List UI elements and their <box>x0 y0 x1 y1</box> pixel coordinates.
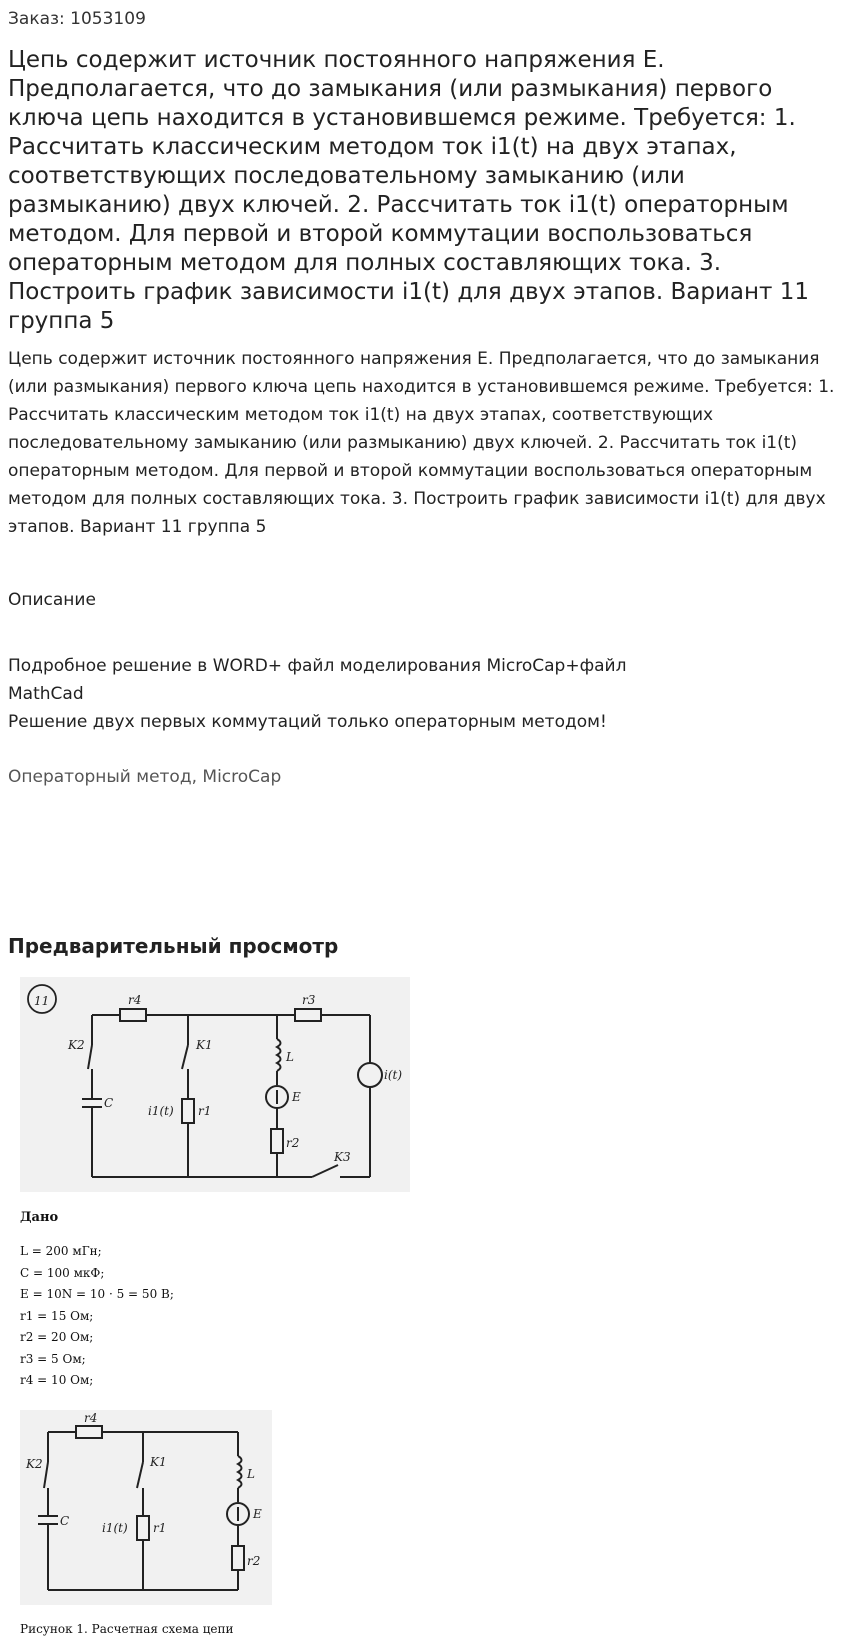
circuit1-r4-label: r4 <box>128 993 142 1007</box>
circuit1-i1-label: i1(t) <box>148 1104 174 1118</box>
given-row: r4 = 10 Ом; <box>20 1373 94 1387</box>
circuit2-l-label: L <box>247 1467 255 1481</box>
circuit1-l-label: L <box>286 1050 294 1064</box>
circuit2-k2-label: K2 <box>26 1457 43 1471</box>
circuit1-r1-label: r1 <box>198 1104 212 1118</box>
circuit2-k1-label: K1 <box>150 1455 167 1469</box>
circuit2-r1-label: r1 <box>153 1521 167 1535</box>
circuit2-i1-label: i1(t) <box>102 1521 128 1535</box>
circuit1-c-label: C <box>104 1096 114 1110</box>
given-header: Дано <box>20 1210 59 1225</box>
circuit1-r2-label: r2 <box>286 1136 300 1150</box>
preview-title: Предварительный просмотр <box>8 934 339 958</box>
circuit1-k3-label: K3 <box>334 1150 351 1164</box>
description-body <box>8 652 626 736</box>
given-row: r3 = 5 Ом; <box>20 1351 86 1366</box>
given-row: C = 100 мкФ; <box>20 1265 105 1280</box>
given-row: E = 10N = 10 · 5 = 50 В; <box>20 1287 174 1301</box>
circuit1-r3-label: r3 <box>302 993 316 1007</box>
circuit2-r2-label: r2 <box>247 1554 261 1568</box>
section-title: Описание <box>8 590 96 610</box>
given-row: r2 = 20 Ом; <box>20 1330 94 1344</box>
circuit1-e-label: E <box>292 1090 301 1104</box>
body-line: Решение двух первых коммутаций только операторным методом! <box>8 712 607 732</box>
circuit-image-1 <box>20 977 410 1192</box>
given-values <box>20 1210 174 1392</box>
circuit2-e-label: E <box>253 1507 262 1521</box>
description-text: Цепь содержит источник постоянного напряжения E. Предполагается, что до замыкания (или размыкания) первого ключа цепь находится в установившемся режиме. Требуется: 1. Рассчитать классическим методом ток i1(t) на двух этапах, соответствующих последовательному замыканию (или размыканию) двух ключей. 2. Рассчитать ток i1(t) операторным методом. Для первой и второй коммутации воспользоваться операторным методом для полных составляющих тока. 3. Построить график зависимости i1(t) для двух этапов. Вариант 11 группа 5 <box>8 349 835 537</box>
circuit1-k1-label: K1 <box>196 1038 213 1052</box>
body-line: Подробное решение в WORD+ файл моделирования MicroCap+файл <box>8 656 627 676</box>
tags-line[interactable]: Операторный метод, MicroCap <box>8 767 282 787</box>
circuit-diagram-1 <box>20 977 410 1192</box>
circuit1-variant: 11 <box>34 994 50 1008</box>
body-line: MathCad <box>8 684 84 704</box>
circuit1-k2-label: K2 <box>68 1038 85 1052</box>
circuit-image-2 <box>20 1410 272 1605</box>
circuit-diagram-2 <box>20 1410 272 1605</box>
figure-caption: Рисунок 1. Расчетная схема цепи <box>20 1622 234 1636</box>
page-title: Цепь содержит источник постоянного напряжения E. Предполагается, что до замыкания (или размыкания) первого ключа цепь находится в установившемся режиме. Требуется: 1. Рассчитать классическим методом ток i1(t) на двух этапах, соответствующих последовательному замыканию (или размыканию) двух ключей. 2. Рассчитать ток i1(t) операторным методом. Для первой и второй коммутации воспользоваться операторным методом для полных составляющих тока. 3. Построить график зависимости i1(t) для двух этапов. Вариант 11 группа 5 <box>8 47 810 334</box>
given-row: L = 200 мГн; <box>20 1244 102 1258</box>
order-number: Заказ: 1053109 <box>8 9 146 29</box>
circuit1-it-label: i(t) <box>384 1068 403 1082</box>
circuit2-r4-label: r4 <box>84 1411 98 1425</box>
circuit2-c-label: C <box>60 1514 70 1528</box>
given-row: r1 = 15 Ом; <box>20 1308 94 1323</box>
